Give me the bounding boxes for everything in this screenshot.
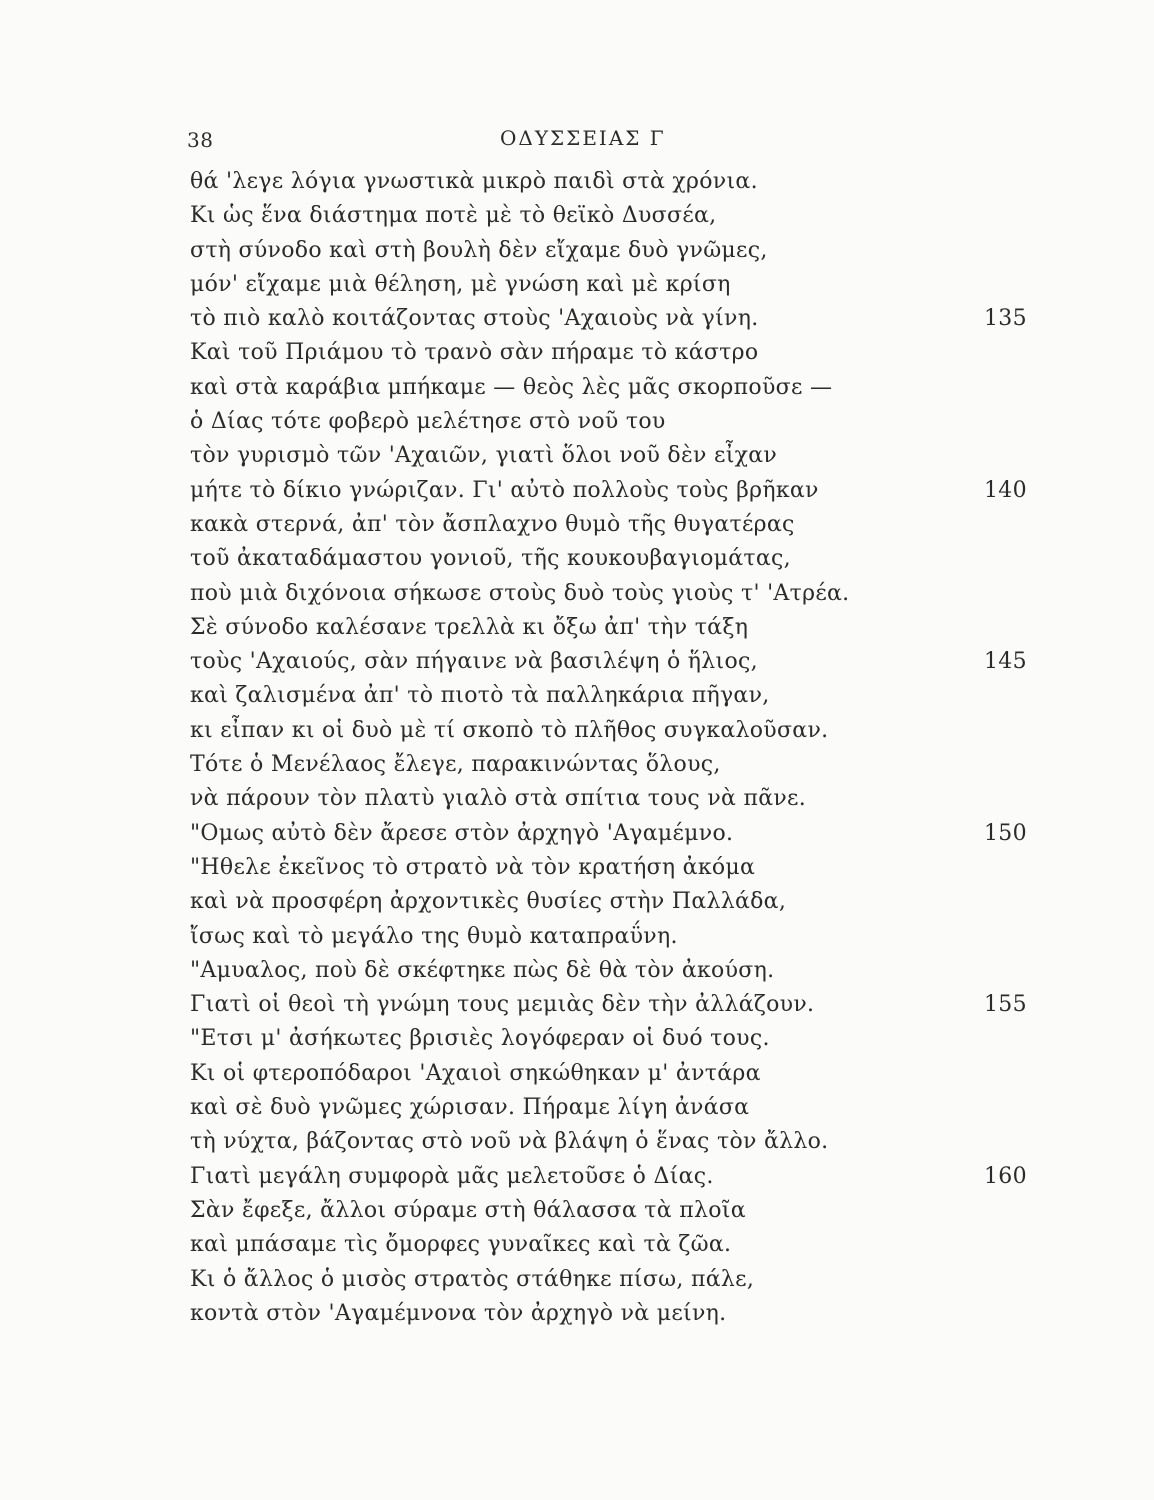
verse-text: θά 'λεγε λόγια γνωστικὰ μικρὸ παιδὶ στὰ χρόνια. (190, 169, 758, 194)
verse-text: ἴσως καὶ τὸ μεγάλο της θυμὸ καταπραΰνη. (190, 923, 678, 949)
verse-text: καὶ στὰ καράβια μπήκαμε — θεὸς λὲς μᾶς σκορποῦσε — (190, 374, 833, 400)
verse-text: καὶ νὰ προσφέρη ἀρχοντικὲς θυσίες στὴν Παλλάδα, (190, 889, 787, 915)
verse-text: ὁ Δίας τότε φοβερὸ μελέτησε στὸ νοῦ του (190, 409, 666, 435)
verse-line (190, 885, 1070, 919)
verse-line (190, 1297, 1070, 1331)
verse-text: Κι ὁ ἄλλος ὁ μισὸς στρατὸς στάθηκε πίσω, πάλε, (190, 1266, 755, 1292)
line-number: 135 (984, 306, 1027, 332)
verse-line (190, 782, 1070, 816)
verse-text: στὴ σύνοδο καὶ στὴ βουλὴ δὲν εἴχαμε δυὸ γνῶμες, (190, 237, 768, 263)
verse-line (190, 1057, 1070, 1091)
verse-block (190, 165, 1070, 1331)
verse-text: μόν' εἴχαμε μιὰ θέληση, μὲ γνώση καὶ μὲ κρίση (190, 271, 731, 297)
verse-text: τοῦ ἀκαταδάμαστου γονιοῦ, τῆς κουκουβαγιομάτας, (190, 546, 791, 572)
verse-text: τὴ νύχτα, βάζοντας στὸ νοῦ νὰ βλάψη ὁ ἕνας τὸν ἄλλο. (190, 1129, 829, 1155)
verse-line (190, 714, 1070, 748)
verse-text: τὸν γυρισμὸ τῶν 'Αχαιῶν, γιατὶ ὅλοι νοῦ δὲν εἶχαν (190, 443, 778, 469)
verse-line (190, 1263, 1070, 1297)
verse-line (190, 474, 1070, 508)
line-number: 155 (984, 992, 1027, 1018)
verse-line (190, 1125, 1070, 1159)
verse-text: Σὰν ἔφεξε, ἄλλοι σύραμε στὴ θάλασσα τὰ πλοῖα (190, 1197, 746, 1223)
line-number: 140 (984, 477, 1027, 503)
verse-line (190, 234, 1070, 268)
verse-line (190, 1160, 1070, 1194)
verse-line (190, 988, 1070, 1022)
verse-text: μήτε τὸ δίκιο γνώριζαν. Γι' αὐτὸ πολλοὺς τοὺς βρῆκαν (190, 477, 819, 503)
verse-line (190, 645, 1070, 679)
verse-text: Κι οἱ φτεροπόδαροι 'Αχαιοὶ σηκώθηκαν μ' ἀντάρα (190, 1060, 761, 1086)
verse-text: Καὶ τοῦ Πριάμου τὸ τρανὸ σὰν πήραμε τὸ κάστρο (190, 340, 759, 366)
verse-line (190, 302, 1070, 336)
verse-text: καὶ σὲ δυὸ γνῶμες χώρισαν. Πήραμε λίγη ἀνάσα (190, 1095, 750, 1121)
verse-text: Τότε ὁ Μενέλαος ἔλεγε, παρακινώντας ὅλους, (190, 752, 721, 778)
verse-line (190, 508, 1070, 542)
verse-text: κοντὰ στὸν 'Αγαμέμνονα τὸν ἀρχηγὸ νὰ μείνη. (190, 1300, 727, 1326)
verse-text: Κι ὡς ἕνα διάστημα ποτὲ μὲ τὸ θεϊκὸ Δυσσέα, (190, 203, 717, 229)
verse-line (190, 1091, 1070, 1125)
line-number: 160 (984, 1163, 1027, 1189)
verse-text: "Ομως αὐτὸ δὲν ἄρεσε στὸν ἀρχηγὸ 'Αγαμέμνο. (190, 820, 734, 846)
verse-text: τὸ πιὸ καλὸ κοιτάζοντας στοὺς 'Αχαιοὺς νὰ γίνη. (190, 306, 759, 332)
verse-line (190, 1022, 1070, 1056)
line-number: 145 (984, 649, 1027, 675)
verse-text: τοὺς 'Αχαιούς, σὰν πήγαινε νὰ βασιλέψη ὁ ἥλιος, (190, 649, 758, 675)
line-number: 150 (984, 820, 1027, 846)
verse-text: Γιατὶ οἱ θεοὶ τὴ γνώμη τους μεμιὰς δὲν τὴν ἀλλάζουν. (190, 992, 815, 1018)
verse-text: ποὺ μιὰ διχόνοια σήκωσε στοὺς δυὸ τοὺς γιοὺς τ' 'Ατρέα. (190, 580, 850, 606)
verse-text: κι εἶπαν κι οἱ δυὸ μὲ τί σκοπὸ τὸ πλῆθος συγκαλοῦσαν. (190, 717, 829, 743)
verse-text: κακὰ στερνά, ἀπ' τὸν ἄσπλαχνο θυμὸ τῆς θυγατέρας (190, 511, 795, 537)
verse-line (190, 1194, 1070, 1228)
running-head: ΟΔΥΣΣΕΙΑΣ Γ (500, 126, 666, 150)
verse-line (190, 199, 1070, 233)
verse-text: νὰ πάρουν τὸν πλατὺ γιαλὸ στὰ σπίτια τους νὰ πᾶνε. (190, 786, 807, 812)
verse-line (190, 851, 1070, 885)
verse-text: καὶ μπάσαμε τὶς ὄμορφες γυναῖκες καὶ τὰ ζῶα. (190, 1232, 732, 1258)
verse-line (190, 336, 1070, 370)
verse-line (190, 405, 1070, 439)
verse-line (190, 611, 1070, 645)
verse-text: "Ετσι μ' ἀσήκωτες βρισιὲς λογόφεραν οἱ δυό τους. (190, 1026, 770, 1052)
verse-line (190, 165, 1070, 199)
verse-line (190, 577, 1070, 611)
verse-line (190, 679, 1070, 713)
page-number: 38 (187, 128, 214, 152)
verse-line (190, 542, 1070, 576)
verse-text: Σὲ σύνοδο καλέσανε τρελλὰ κι ὄξω ἀπ' τὴν τάξη (190, 614, 749, 640)
verse-line (190, 748, 1070, 782)
verse-text: "Αμυαλος, ποὺ δὲ σκέφτηκε πὼς δὲ θὰ τὸν ἀκούση. (190, 957, 775, 983)
verse-line (190, 268, 1070, 302)
verse-line (190, 439, 1070, 473)
verse-line (190, 371, 1070, 405)
verse-text: "Ηθελε ἐκεῖνος τὸ στρατὸ νὰ τὸν κρατήση ἀκόμα (190, 854, 756, 880)
verse-line (190, 954, 1070, 988)
verse-line (190, 1228, 1070, 1262)
verse-line (190, 920, 1070, 954)
verse-text: καὶ ζαλισμένα ἀπ' τὸ πιοτὸ τὰ παλληκάρια πῆγαν, (190, 683, 770, 709)
verse-text: Γιατὶ μεγάλη συμφορὰ μᾶς μελετοῦσε ὁ Δίας. (190, 1163, 714, 1189)
verse-line (190, 817, 1070, 851)
